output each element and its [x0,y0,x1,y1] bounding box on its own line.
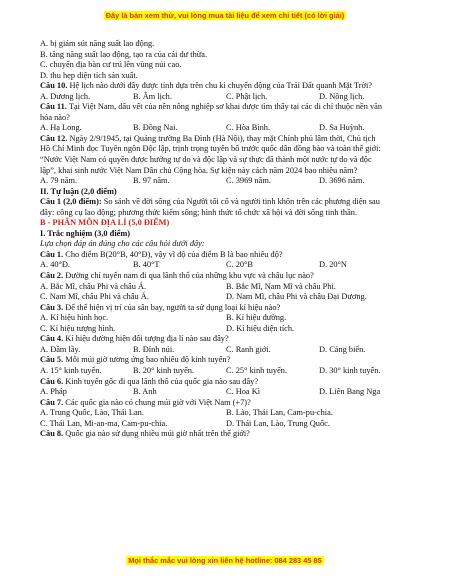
geo-question-2 [40,271,412,282]
option-d: D. Liên Bang Nga [319,387,381,397]
option-b: B. 40°T [133,260,160,270]
geo-question-5 [40,355,412,366]
question-12 [40,134,412,145]
geo-question-2-options-row1 [40,282,412,293]
question-text: Kí hiệu đường hiện đối tượng địa lí nào sau đây? [65,334,229,344]
question-number: Câu 12. [40,133,68,143]
option-d: D. Nông lịch. [319,91,365,101]
option-b: B. Đỉnh núi. [133,344,175,354]
option-d: D. 3696 năm. [319,176,365,186]
geo-question-6-options [40,387,412,398]
geo-question-4 [40,334,412,345]
question-12-line4: lập”, khai sinh nước Việt Nam Dân chủ Cộng hòa. Sự kiện này cách năm 2024 bao nhiêu năm? [40,165,358,175]
question-12-line3: “Nước Việt Nam có quyền được hưởng tự do và độc lập và sự thực đã thành một nước tự do và độc [40,155,372,165]
option-c: C. Phật lịch. [226,91,268,101]
option-b: B. Đồng Nai. [133,123,178,133]
question-text: Để thể hiện vị trí của sân bay, người ta sử dụng loại kí hiệu nào? [65,302,281,312]
question-text: Ngày 2/9/1945, tại Quảng trường Ba Đình (Hà Nội), thay mặt Chính phủ lâm thời, Chủ tịch [69,133,376,143]
option-c: C. 20°B [226,260,253,270]
option-b: B. Bắc Mĩ, Nam Mĩ và châu Phi. [226,281,336,291]
option-b: B. Âm lịch. [133,91,172,101]
option-a: A. Bắc Mĩ, châu Phi và châu Á. [40,281,147,291]
option-c: C. Kí hiệu tượng hình. [40,323,116,333]
section-b-heading: B - PHÂN MÔN ĐỊA LÍ (5,0 ĐIỂM) [40,218,170,228]
option-a: A. 15° kinh tuyến. [40,365,102,375]
option-b: B. 97 năm. [133,176,170,186]
question-number: Câu 1. [40,249,64,259]
option-d: D. 20°N [319,260,347,270]
question-number: Câu 2. [40,271,64,281]
question-number: Câu 1 (2,0 điểm): [40,197,102,207]
question-number: Câu 8. [40,429,64,439]
question-10-options [40,92,412,103]
question-text: Tại Việt Nam, dấu vết của nền nông nghiệp sơ khai được tìm thấy tại các di chỉ thuộc nền văn [68,102,383,112]
question-number: Câu 5. [40,355,64,365]
option-a: A. Dương lịch. [40,91,91,101]
geo-question-4-options [40,345,412,356]
option-c: C. Nam Mĩ, châu Phi và châu Á. [40,292,149,302]
essay-question-1 [40,197,412,208]
option-a: A. 79 năm. [40,176,78,186]
option-a: A. Pháp [40,387,67,397]
geo-question-3-options-row2 [40,324,412,335]
option-a: A. Đầm lầy. [40,344,81,354]
question-text: Cho điểm B(20°B, 40°Đ), vậy vĩ độ của điểm B là bao nhiêu độ? [65,249,283,259]
instruction: Lựa chọn đáp án đúng cho các câu hỏi dưới đây: [40,239,205,249]
question-text: Kinh tuyến gốc đi qua lãnh thổ của quốc gia nào sau đây? [65,376,259,386]
option-d: D. 30° kinh tuyến. [319,365,381,375]
option-c: C. Thái Lan, Mi-an-ma, Cam-pu-chia. [40,418,168,428]
geo-question-6 [40,377,412,388]
geo-question-3-options-row1 [40,313,412,324]
question-number: Câu 11. [40,102,67,112]
hotline-footer [0,556,450,567]
option-c: C. Hoa Kì [226,387,261,397]
essay-question-1-cont: đây: công cụ lao động; phương thức kiếm sống; hình thức tổ chức xã hội và đời sống tinh thần. [40,207,358,217]
geo-question-8 [40,429,412,440]
option-d: D. Cảng biển. [319,344,366,354]
geo-question-7-options-row1 [40,408,412,419]
option-c: C. chuyển địa bàn cư trú lên vùng núi cao. [40,60,182,70]
option-d: D. Kí hiệu diện tích. [226,323,295,333]
question-text: Mỗi múi giờ tương ứng bao nhiêu độ kinh tuyến? [65,355,231,365]
question-text: So sánh về đời sống của Người tối cổ và người tinh khôn trên các phương diện sau [103,197,380,207]
question-number: Câu 4. [40,334,64,344]
question-text: Quốc gia nào sử dụng nhiều múi giờ nhất trên thế giới? [65,429,250,439]
question-11-options [40,123,412,134]
option-c: C. 25° kinh tuyến. [226,365,288,375]
hotline-footer-text: Mọi thắc mắc vui lòng xin liên hệ hotline: 084 283 45 85 [128,556,322,565]
question-number: Câu 7. [40,397,64,407]
option-d: D. Nam Mĩ, châu Phi và châu Đại Dương. [226,292,367,302]
option-a: A. Hạ Long. [40,123,82,133]
question-12-line2: Hồ Chí Minh đọc Tuyên ngôn Độc lập, trịnh trọng tuyên bố trước quốc dân đồng bào và toàn thế giới: [40,144,381,154]
preview-banner-text: Đây là bản xem thử, vui lòng mua tài liệu để xem chi tiết (có lời giải) [105,11,345,20]
question-text: Đường chí tuyến nam đi qua lãnh thổ của những khu vực và châu lục nào? [65,271,314,281]
question-10 [40,81,412,92]
option-d: D. Thái Lan, Lào, Trung Quốc. [226,418,330,428]
option-c: C. 3969 năm. [226,176,271,186]
option-a: A. bị giảm sút năng suất lao động. [40,39,155,48]
geo-question-1 [40,250,412,261]
preview-banner [0,11,450,22]
question-12-options [40,176,412,187]
option-a: A. Kí hiệu hình học. [40,313,109,323]
geo-question-7-options-row2 [40,419,412,430]
option-b: B. Kí hiệu đường. [226,313,287,323]
question-number: Câu 10. [40,81,68,91]
multiple-choice-heading: I. Trắc nghiệm (3,0 điểm) [40,228,131,238]
option-a: A. 40°Đ. [40,260,70,270]
geo-question-1-options [40,260,412,271]
option-b: B. 20° kinh tuyến. [133,365,195,375]
option-b: B. Anh [133,387,157,397]
option-c: C. Ranh giới. [226,344,271,354]
question-number: Câu 3. [40,302,64,312]
geo-question-2-options-row2 [40,292,412,303]
question-number: Câu 6. [40,376,64,386]
essay-heading: II. Tự luận (2,0 điểm) [40,186,117,196]
question-11-cont: hóa nào? [40,112,70,122]
option-a: A. Trung Quốc, Lào, Thái Lan. [40,408,144,418]
geo-question-7 [40,398,412,409]
question-text: Các quốc gia nào có chung múi giờ với Việt Nam (+7)? [65,397,251,407]
option-b: B. Lào, Thái Lan, Cam-pu-chia. [226,408,333,418]
geo-question-3 [40,303,412,314]
option-d: D. Sa Huỳnh. [319,123,365,133]
question-text: Hệ lịch nào dưới đây được tính dựa trên chu kì chuyển động của Trái Đất quanh Mặt Trời? [69,81,373,91]
exam-content [40,39,412,440]
option-d: D. thu hẹp diện tích sản xuất. [40,70,138,80]
geo-question-5-options [40,366,412,377]
option-c: C. Hòa Bình. [226,123,271,133]
question-11 [40,102,412,113]
option-b: B. tăng năng suất lao động, tạo ra của cải dư thừa. [40,49,208,59]
